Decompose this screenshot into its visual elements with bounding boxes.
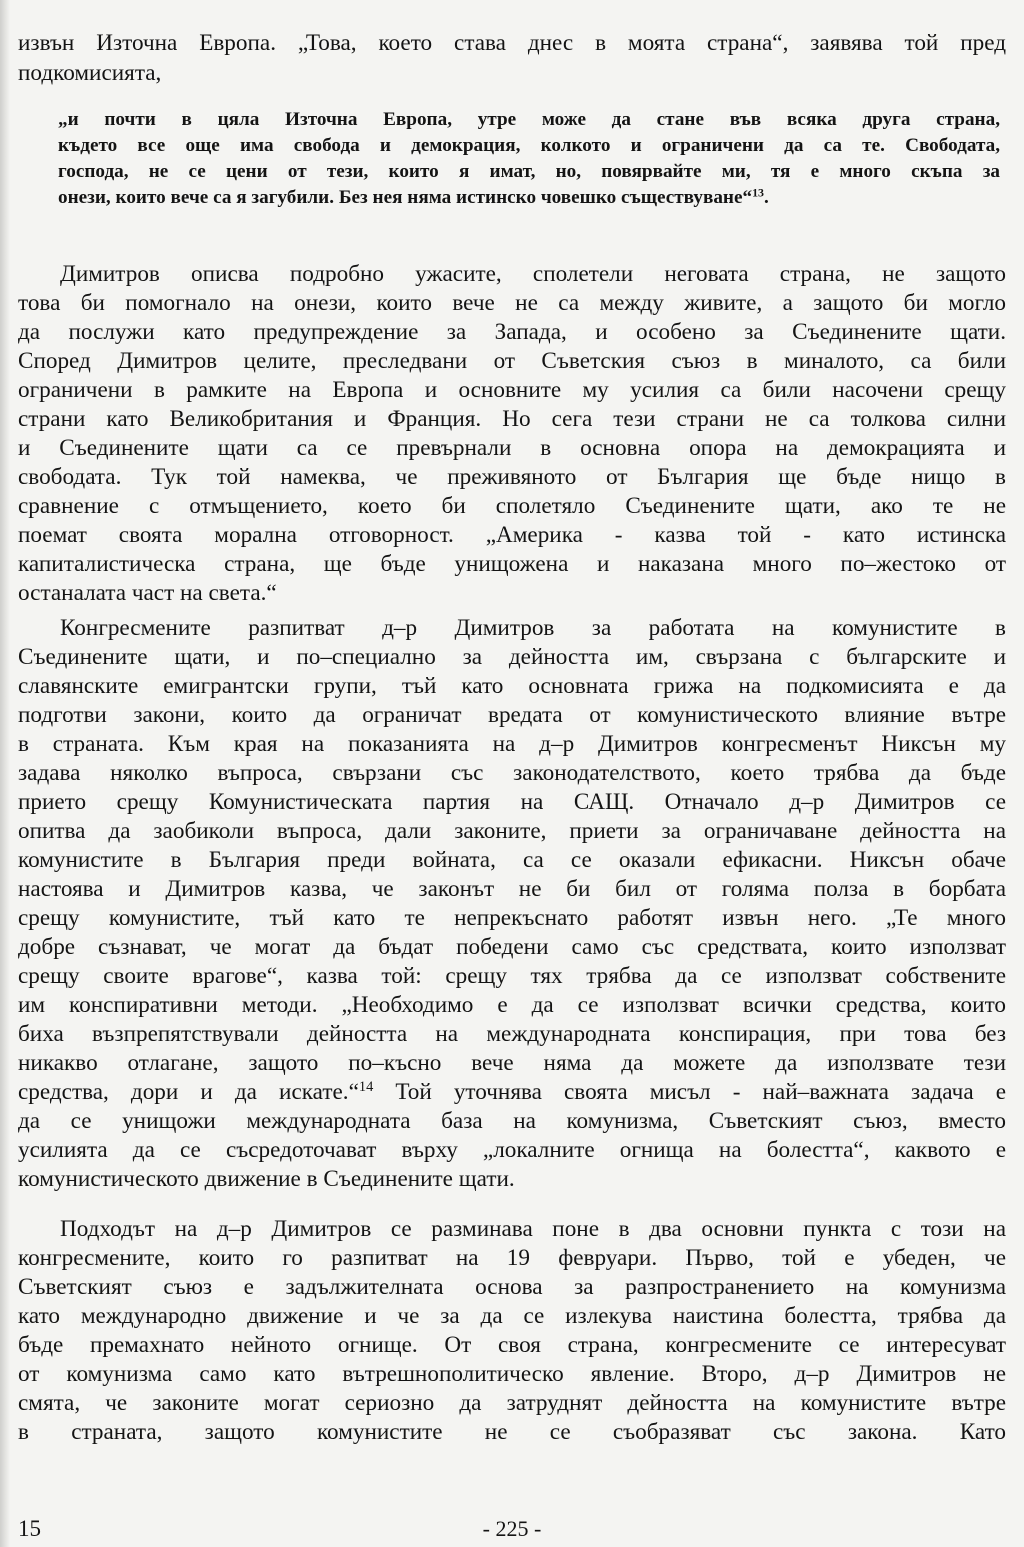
text-line: настоява и Димитров казва, че законът не би бил от голяма полза в борбата: [18, 876, 1006, 902]
text-line: смята, че законите могат сериозно да затруднят дейността на комунистите вътре: [18, 1390, 1006, 1416]
text-line: и Съединените щати са се превърнали в основна опора на демокрацията и: [18, 435, 1006, 461]
text-line: славянските емигрантски групи, тъй като основната грижа на подкомисията е да: [18, 673, 1006, 699]
text-line: опитва да заобиколи въпроса, дали законите, приети за ограничаване дейността на: [18, 818, 1006, 844]
signature-number: 15: [18, 1516, 41, 1541]
paragraph-first-line: Подходът на д–р Димитров се разминава поне в два основни пункта с този на: [60, 1216, 1006, 1242]
text-line: комунистическото движение в Съединените щати.: [18, 1166, 515, 1192]
scan-edge-shadow: [0, 0, 10, 1547]
text-line: да послужи като предупреждение за Запада, и особено за Съединените щати.: [18, 319, 1006, 345]
text-line: им конспиративни методи. „Необходимо е да се използват всички средства, които: [18, 992, 1006, 1018]
paragraph-first-line: Димитров описва подробно ужасите, сполетели неговата страна, не защото: [60, 261, 1006, 287]
text-line: усилията да се съсредоточават върху „локалните огнища на болестта“, каквото е: [18, 1137, 1006, 1163]
text-line: в страната, защото комунистите не се съобразяват със закона. Като: [18, 1419, 1006, 1445]
text-line: биха възпрепятствували дейността на международната конспирация, при това без: [18, 1021, 1006, 1047]
quote-line: където все още има свобода и демокрация, колкото и ограничени да са те. Свободата,: [58, 135, 1000, 156]
text-line: капиталистическа страна, ще бъде унищожена и наказана много по–жестоко от: [18, 551, 1006, 577]
quote-line-last: [58, 185, 1000, 211]
paragraph-first-line: Конгресмените разпитват д–р Димитров за работата на комунистите в: [60, 615, 1006, 641]
text-line: Съветският съюз е задължителната основа за разпространението на комунизма: [18, 1274, 1006, 1300]
text-line: Съединените щати, и по–специално за дейността им, свързана с българските и: [18, 644, 1006, 670]
text-line: от комунизма само като вътрешнополитическо явление. Второ, д–р Димитров не: [18, 1361, 1006, 1387]
page-number: - 225 -: [482, 1516, 542, 1541]
quote-end: .: [763, 187, 769, 208]
text-line: прието срещу Комунистическата партия на САЩ. Отначало д–р Димитров се: [18, 789, 1006, 815]
text-segment: средства, дори и да искате.“: [18, 1079, 359, 1105]
text-line: срещу своите врагове“, казва той: срещу тях трябва да се използват собствените: [18, 963, 1006, 989]
text-line: никакво отлагане, защото по–късно вече няма да можете да използвате тези: [18, 1050, 1006, 1076]
quote-line: господа, не се цени от тези, които я имат, но, повярвайте ми, тя е много скъпа за: [58, 161, 1000, 182]
text-line: срещу комунистите, тъй като те непрекъснато работят извън него. „Те много: [18, 905, 1006, 931]
text-line-with-footnote: [18, 1078, 1006, 1106]
text-line: останалата част на света.“: [18, 580, 277, 606]
footnote-marker: 14: [358, 1079, 374, 1096]
text-line: поемат своята морална отговорност. „Америка - казва той - като истинска: [18, 522, 1006, 548]
quote-line: „и почти в цяла Източна Европа, утре може да стане във всяка друга страна,: [58, 109, 1000, 130]
text-line: конгресмените, които го разпитват на 19 февруари. Първо, той е убеден, че: [18, 1245, 1006, 1271]
text-line: в страната. Към края на показанията на д–р Димитров конгресменът Никсън му: [18, 731, 1006, 757]
text-line: да се унищожи международната база на комунизма, Съветският съюз, вместо: [18, 1108, 1006, 1134]
text-line: ограничени в рамките на Европа и основните му усилия са били насочени срещу: [18, 377, 1006, 403]
footnote-marker: 13: [752, 185, 764, 200]
text-line: добре съзнават, че могат да бъдат победени само със средствата, които използват: [18, 934, 1006, 960]
quote-text: онези, които вече са я загубили. Без нея няма истинско човешко съществуване“: [58, 187, 753, 208]
text-line: комунистите в България преди войната, са се оказали ефикасни. Никсън обаче: [18, 847, 1006, 873]
text-line: задава няколко въпроса, свързани със законодателството, което трябва да бъде: [18, 760, 1006, 786]
text-line: подготви закони, които да ограничат вредата от комунистическото влияние вътре: [18, 702, 1006, 728]
text-line: като международно движение и че за да се излекува наистина болестта, трябва да: [18, 1303, 1006, 1329]
text-line: Според Димитров целите, преследвани от Съветския съюз в миналото, са били: [18, 348, 1006, 374]
text-line: сравнение с отмъщението, което би сполетяло Съединените щати, ако те не: [18, 493, 1006, 519]
text-segment: Той уточнява своята мисъл - най–важната задача е: [373, 1079, 1006, 1105]
text-line: свободата. Тук той намеква, че преживяното от България ще бъде нищо в: [18, 464, 1006, 490]
text-line: това би помогнало на онези, които вече не са между живите, а защото би могло: [18, 290, 1006, 316]
text-line: страни като Великобритания и Франция. Но сега тези страни не са толкова силни: [18, 406, 1006, 432]
text-line: бъде премахнато нейното огнище. От своя страна, конгресмените се интересуват: [18, 1332, 1006, 1358]
text-line: подкомисията,: [18, 60, 162, 86]
text-line: извън Източна Европа. „Това, което става днес в моята страна“, заявява той пред: [18, 30, 1006, 56]
